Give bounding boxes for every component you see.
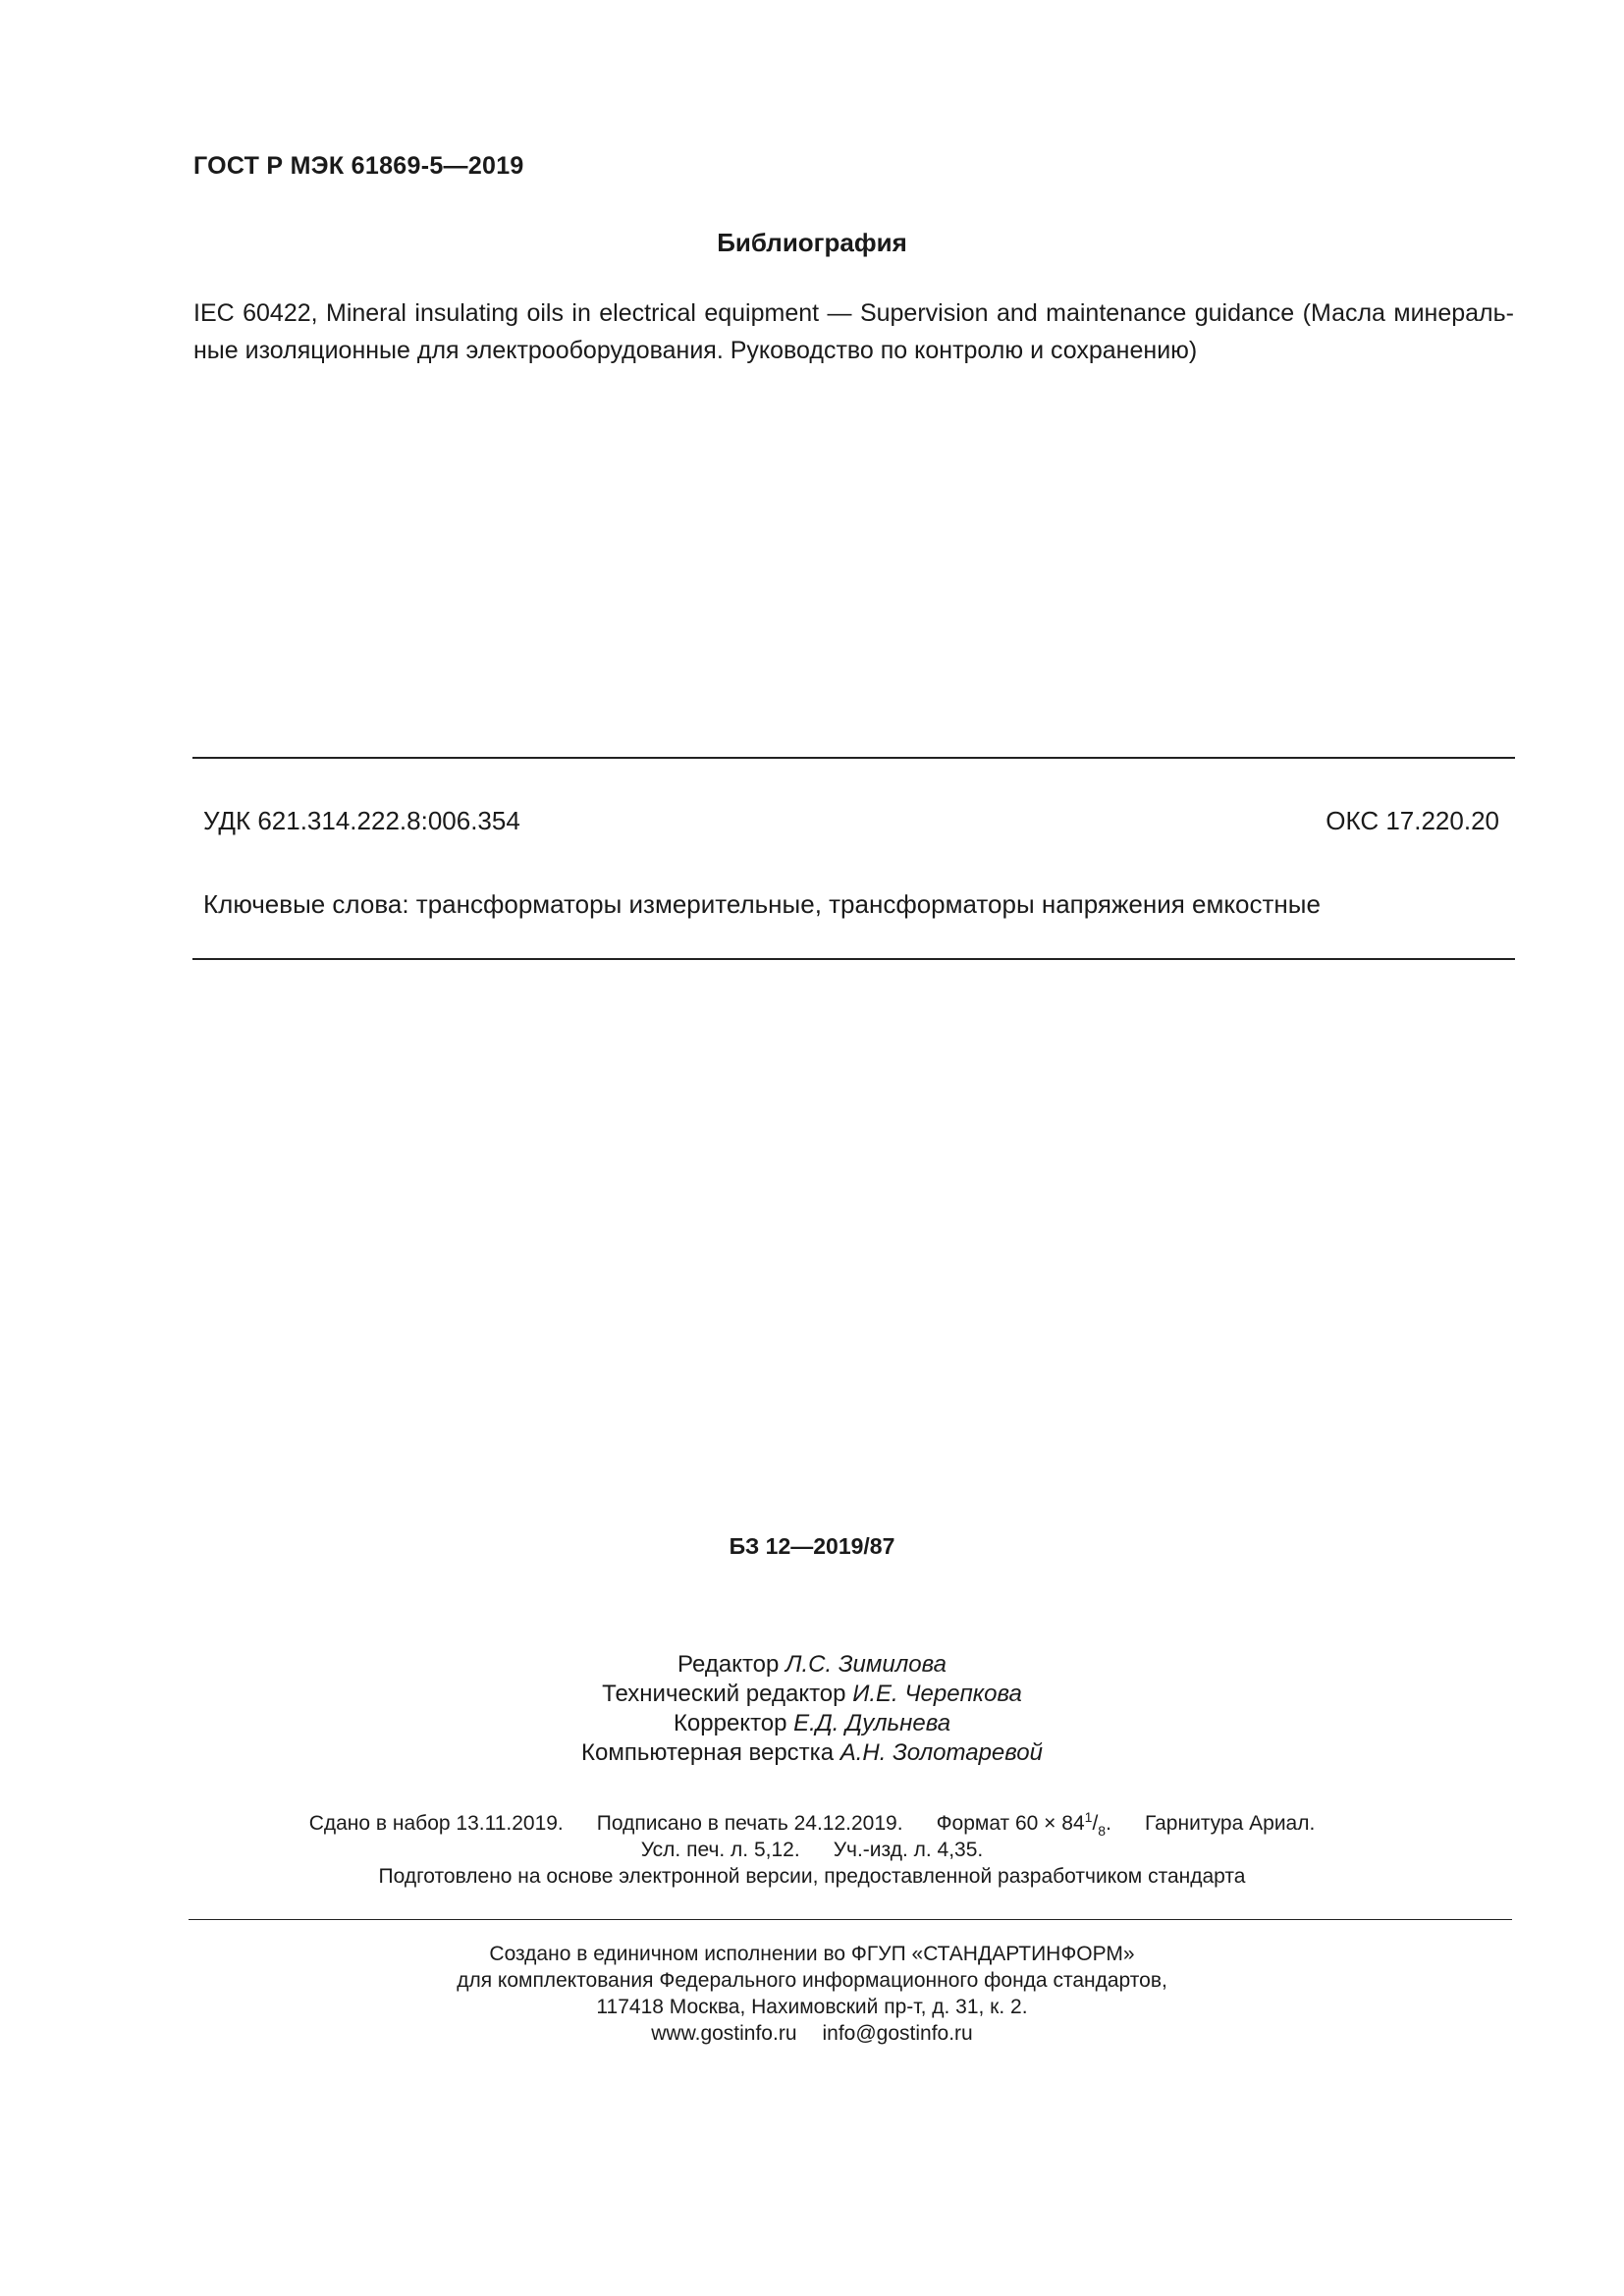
format-numerator: 1: [1084, 1809, 1093, 1825]
footer-contacts: [0, 2020, 1624, 2047]
document-code: ГОСТ Р МЭК 61869-5—2019: [193, 152, 524, 180]
paper-format: Формат $60 \times 84^1/_8$.: [936, 1809, 1111, 1839]
footer-line-1: Создано в единичном исполнении во ФГУП «СТАНДАРТИНФОРМ»: [489, 1943, 1135, 1965]
credit-line: [0, 1738, 1624, 1768]
udk-code: УДК 621.314.222.8:006.354: [203, 806, 520, 835]
format-prefix: Формат 60 × 84: [936, 1812, 1085, 1835]
credit-name: А.Н. Золотаревой: [839, 1739, 1043, 1766]
keywords: Ключевые слова: трансформаторы измерительные, трансформаторы напряжения емкостные: [203, 889, 1321, 919]
credit-line: [0, 1650, 1624, 1680]
publication-line-1: [0, 1810, 1624, 1837]
bibliography-entry: IEC 60422, Mineral insulating oils in electrical equipment — Supervision and maintenance guidance (Масла минераль-ные изоляционные для электрооборудования. Руководство по контролю и сохранению): [193, 299, 1514, 364]
website-link[interactable]: www.gostinfo.ru: [651, 2022, 797, 2045]
credit-role: Компьютерная верстка: [581, 1739, 835, 1766]
divider-top: [192, 757, 1515, 759]
oks-code: ОКС 17.220.20: [1326, 806, 1499, 835]
publication-line-2: [0, 1837, 1624, 1863]
publisher-footer: [0, 1941, 1624, 2047]
format-suffix: .: [1106, 1812, 1111, 1835]
credit-line: [0, 1680, 1624, 1709]
signed-date: Подписано в печать 24.12.2019.: [596, 1812, 903, 1835]
footer-line-2: для комплектования Федерального информационного фонда стандартов,: [457, 1969, 1167, 1992]
credits-block: [0, 1650, 1624, 1768]
format-denominator: 8: [1098, 1823, 1107, 1839]
publisher-sheets: Уч.-изд. л. 4,35.: [833, 1839, 984, 1861]
credit-line: [0, 1709, 1624, 1738]
publication-info: [0, 1810, 1624, 1890]
bibliography-title: Библиография: [717, 228, 907, 257]
footer-line-3: 117418 Москва, Нахимовский пр-т, д. 31, к. 2.: [596, 1996, 1028, 2018]
credit-role: Технический редактор: [602, 1681, 846, 1707]
credit-name: И.Е. Черепкова: [852, 1681, 1022, 1707]
bz-number: БЗ 12—2019/87: [729, 1533, 895, 1559]
credit-role: Редактор: [677, 1651, 780, 1678]
credit-role: Корректор: [673, 1710, 787, 1736]
submitted-date: Сдано в набор 13.11.2019.: [308, 1812, 564, 1835]
typeface: Гарнитура Ариал.: [1144, 1812, 1316, 1835]
prepared-note: Подготовлено на основе электронной версии, предоставленной разработчиком стандарта: [378, 1865, 1246, 1888]
email-link[interactable]: info@gostinfo.ru: [822, 2022, 973, 2045]
divider-middle: [192, 958, 1515, 960]
divider-bottom: [189, 1919, 1512, 1920]
credit-name: Л.С. Зимилова: [785, 1651, 947, 1678]
credit-name: Е.Д. Дульнева: [793, 1710, 951, 1736]
printed-sheets: Усл. печ. л. 5,12.: [640, 1839, 800, 1861]
